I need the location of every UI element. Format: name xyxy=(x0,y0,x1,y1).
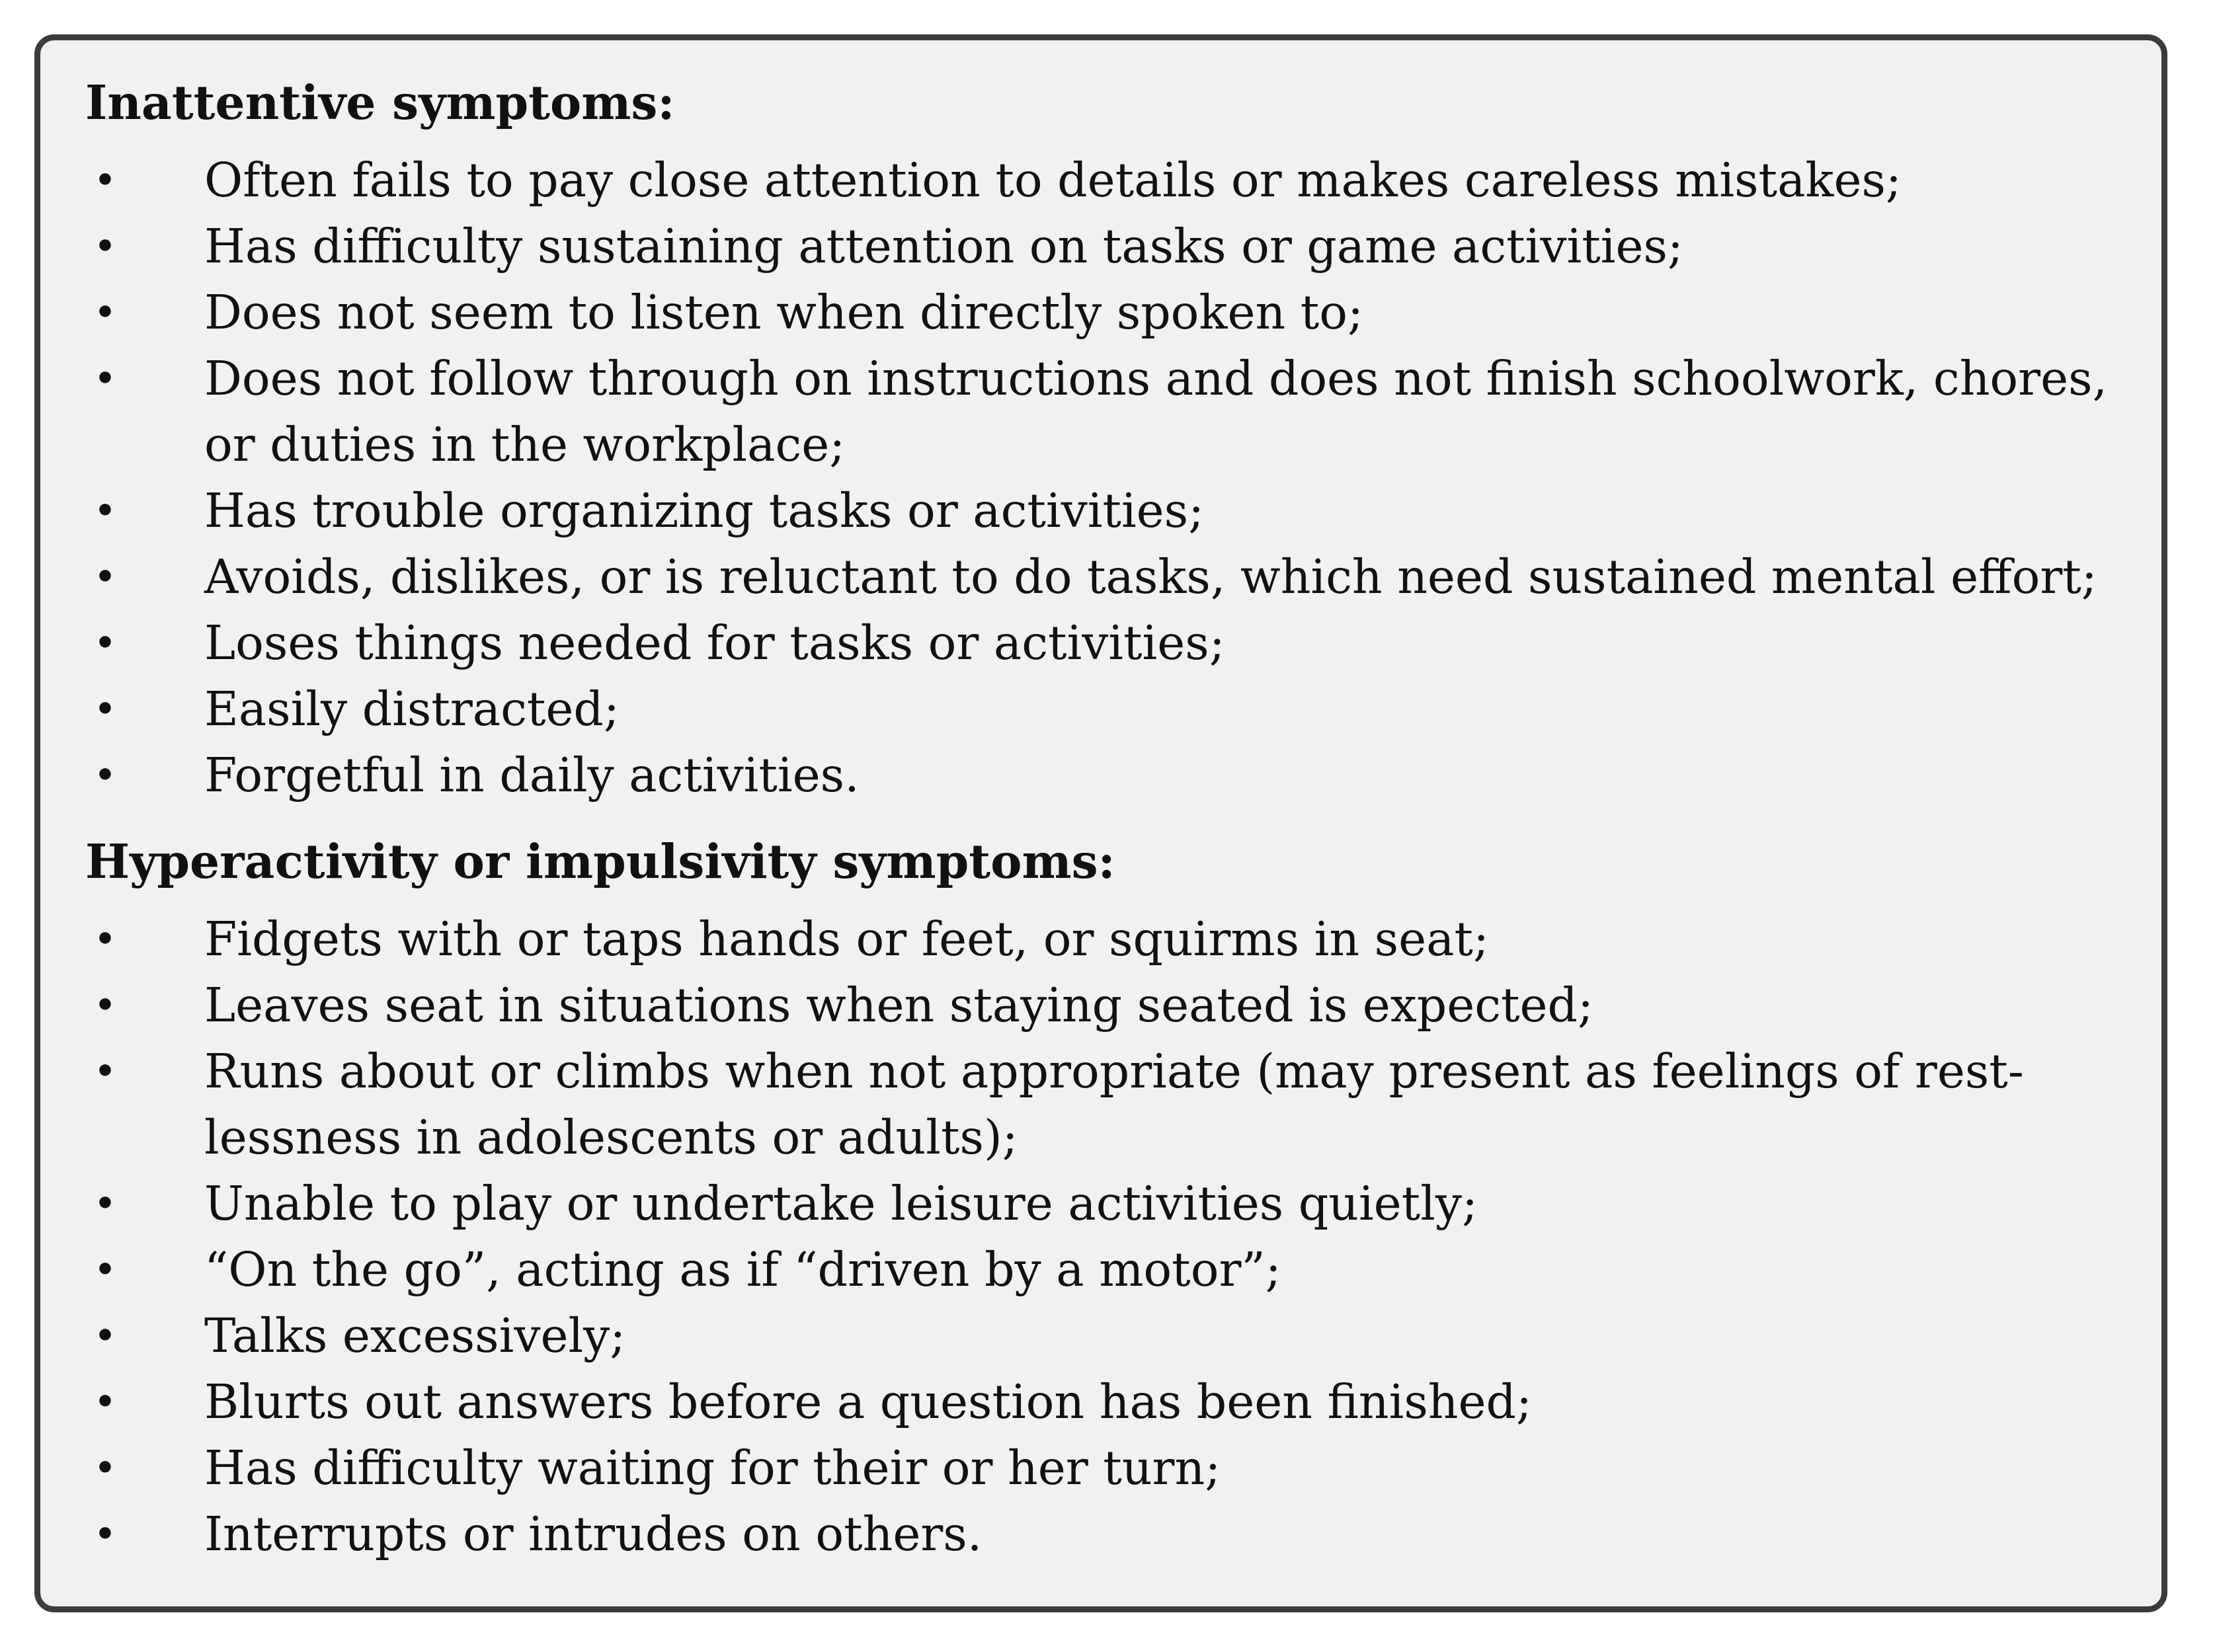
list-item xyxy=(85,1171,2135,1237)
list-item xyxy=(85,147,2135,214)
bullet-icon: • xyxy=(93,1511,117,1557)
list-item-text: lessness in adolescents or adults); xyxy=(204,1110,1018,1165)
list-item xyxy=(85,544,2135,610)
section-hyperactivity xyxy=(85,828,2135,1567)
bullet-icon: • xyxy=(93,982,117,1029)
list-item xyxy=(85,1039,2135,1171)
list-item-text: Talks excessively; xyxy=(204,1308,626,1363)
bullet-icon: • xyxy=(93,1379,117,1425)
bullet-icon: • xyxy=(93,157,117,204)
bullet-icon: • xyxy=(93,223,117,270)
section-title: Inattentive symptoms: xyxy=(85,75,675,130)
list-item-text: “On the go”, acting as if “driven by a motor”; xyxy=(204,1242,1281,1297)
list-item xyxy=(85,280,2135,346)
symptom-list xyxy=(85,147,2135,808)
section-inattentive xyxy=(85,69,2135,808)
list-item-text: Has difficulty waiting for their or her turn; xyxy=(204,1440,1221,1495)
list-item xyxy=(85,1303,2135,1369)
bullet-icon: • xyxy=(93,488,117,534)
list-item xyxy=(85,610,2135,676)
bullet-icon: • xyxy=(93,1247,117,1293)
bullet-icon: • xyxy=(93,1445,117,1491)
list-item xyxy=(85,906,2135,972)
list-item xyxy=(85,972,2135,1039)
list-item-text: or duties in the workplace; xyxy=(204,417,846,472)
list-item xyxy=(85,346,2135,478)
list-item xyxy=(85,742,2135,808)
bullet-icon: • xyxy=(93,554,117,600)
bullet-icon: • xyxy=(93,290,117,336)
list-item-text: Easily distracted; xyxy=(204,682,620,736)
bullet-icon: • xyxy=(93,1313,117,1359)
list-item-text: Does not follow through on instructions and does not finish schoolwork, chores, xyxy=(204,351,2108,406)
list-item-text: Does not seem to listen when directly spoken to; xyxy=(204,285,1363,340)
symptoms-content xyxy=(85,69,2135,1567)
list-item-text: Avoids, dislikes, or is reluctant to do tasks, which need sustained mental effort; xyxy=(204,549,2097,604)
list-item-text: Has difficulty sustaining attention on tasks or game activities; xyxy=(204,219,1683,274)
list-item-text: Has trouble organizing tasks or activities; xyxy=(204,483,1205,538)
bullet-icon: • xyxy=(93,620,117,666)
bullet-icon: • xyxy=(93,1048,117,1095)
section-title: Hyperactivity or impulsivity symptoms: xyxy=(85,834,1115,889)
list-item-text: Runs about or climbs when not appropriate (may present as feelings of rest- xyxy=(204,1044,2024,1099)
bullet-icon: • xyxy=(93,1181,117,1227)
list-item xyxy=(85,1501,2135,1567)
list-item-text: Blurts out answers before a question has been finished; xyxy=(204,1374,1532,1429)
list-item xyxy=(85,1435,2135,1501)
bullet-icon: • xyxy=(93,356,117,402)
list-item xyxy=(85,1369,2135,1435)
bullet-icon: • xyxy=(93,916,117,963)
list-item-text: Leaves seat in situations when staying seated is expected; xyxy=(204,978,1593,1033)
bullet-icon: • xyxy=(93,686,117,732)
list-item xyxy=(85,1237,2135,1303)
list-item-text: Forgetful in daily activities. xyxy=(204,748,860,803)
list-item-text: Loses things needed for tasks or activities; xyxy=(204,615,1225,670)
list-item xyxy=(85,676,2135,742)
list-item xyxy=(85,214,2135,280)
list-item-text: Unable to play or undertake leisure activities quietly; xyxy=(204,1176,1478,1231)
list-item-text: Often fails to pay close attention to details or makes careless mistakes; xyxy=(204,153,1902,208)
symptom-list xyxy=(85,906,2135,1567)
list-item-text: Fidgets with or taps hands or feet, or squirms in seat; xyxy=(204,912,1489,966)
list-item-text: Interrupts or intrudes on others. xyxy=(204,1507,983,1561)
bullet-icon: • xyxy=(93,752,117,799)
list-item xyxy=(85,478,2135,544)
